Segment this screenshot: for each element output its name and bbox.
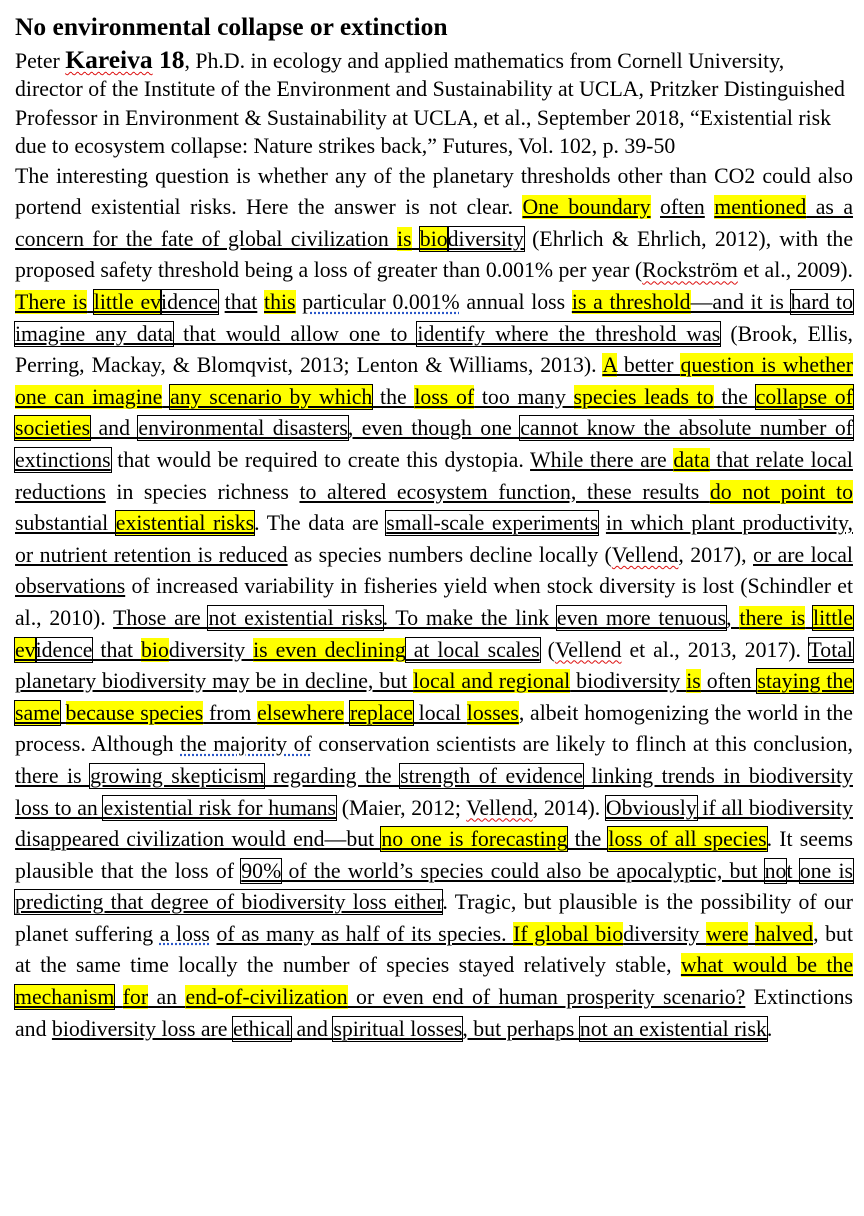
card-run <box>87 290 94 314</box>
card-run: diversity <box>168 637 254 662</box>
citation-details: , Ph.D. in ecology and applied mathematics from Cornell University, director of the Institute of the Environment and Sustainability at UCLA, Pritzker Distinguished Professor in Environment & Sustainability at UCLA, et al., September 2018, “Existential risk due to ecosystem collapse: Nature strikes back,” Futures, Vol. 102, p. 39-50 <box>15 49 845 159</box>
card-run: , even though one <box>347 416 521 441</box>
card-run: not an existential risk <box>579 1016 767 1041</box>
card-run: existential risks <box>115 511 255 536</box>
card-run <box>705 195 714 219</box>
card-run: t <box>786 858 800 883</box>
card-run: and <box>291 1016 334 1041</box>
card-run: from <box>203 700 258 725</box>
card-run: an <box>148 985 186 1010</box>
citation <box>15 46 853 161</box>
card-run: (Maier, 2012; <box>336 795 467 820</box>
card-run: (Ehrlich & Ehrlich, 2012), with the proposed safety threshold being a loss of greater than 0.001% per year ( <box>15 226 853 283</box>
card-run: no one is forecasting <box>381 827 568 852</box>
card-run: growing skepticism <box>90 763 265 788</box>
card-run: conservation scientists are likely to flinch at this conclusion, <box>311 732 853 757</box>
card-run: —and it is <box>690 290 791 314</box>
card-run: or are local observations <box>15 542 853 599</box>
card-run <box>218 290 225 314</box>
card-run: mentioned <box>714 195 807 220</box>
card-run: that <box>92 637 142 662</box>
card-run: if all biodiversity disappeared civilization would end—but <box>15 795 853 852</box>
card-run: often <box>700 669 758 694</box>
card-run: , <box>726 605 740 630</box>
card-run <box>114 985 122 1009</box>
card-run: . The data are <box>254 511 387 536</box>
card-run: biodiversity <box>570 669 687 694</box>
card-run: as a concern for the fate of global civilization <box>15 195 854 251</box>
citation-author: Kareiva <box>65 45 153 74</box>
card-run: . It seems plausible that the loss of <box>15 827 854 883</box>
card-run: staying the same <box>15 669 854 725</box>
card-run: Total <box>808 637 853 662</box>
card-run: better <box>616 353 681 378</box>
card-run: , 2014). <box>532 795 606 820</box>
card-run: identify where the threshold was <box>417 321 721 346</box>
card-run: as species numbers decline locally ( <box>287 542 612 567</box>
card-run: is <box>686 669 701 694</box>
card-run: particular 0.001% <box>302 290 460 314</box>
card-run: mechanism <box>15 985 115 1010</box>
card-run: biodiversity loss are <box>51 1016 233 1041</box>
card-run: is <box>397 226 412 251</box>
card-run: even more tenuous <box>556 605 727 630</box>
card-run: Obviously <box>605 795 697 820</box>
card-run: data <box>673 447 710 472</box>
card-run <box>748 922 755 946</box>
card-run: substantial <box>15 511 116 536</box>
card-run: A <box>602 353 617 378</box>
card-run: strength of evidence <box>400 763 583 788</box>
card-run: for <box>122 985 149 1010</box>
card-run: in species richness <box>105 479 300 504</box>
card-run: , but at the same time locally the number of species stayed relatively stable, <box>15 921 853 978</box>
card-run: There is <box>15 290 88 314</box>
card-run <box>651 195 660 219</box>
document <box>15 8 853 1045</box>
card-run: the majority of <box>180 732 312 757</box>
card-run: local <box>412 700 467 725</box>
citation-first-name: Peter <box>15 49 66 73</box>
card-run: little ev <box>93 290 162 314</box>
card-run: what would be the <box>680 953 853 978</box>
card-run: hard to imagine any data <box>15 290 854 346</box>
card-run <box>60 701 66 725</box>
card-run: question is whether one can imagine <box>15 353 853 409</box>
card-run: of as many as half of its species. <box>216 921 514 946</box>
card-run: . <box>766 1016 773 1041</box>
card-run: . To make the link <box>382 605 557 630</box>
card-run: ethical <box>232 1016 292 1041</box>
card-run: et al., 2013, 2017). <box>621 637 809 662</box>
card-run: local and regional <box>413 669 571 694</box>
card-run: there is <box>15 763 91 788</box>
card-run: et al., 2009). <box>737 258 853 283</box>
card-run: the <box>713 384 756 409</box>
card-run: no <box>764 858 787 883</box>
card-run: Rockström <box>642 258 738 283</box>
card-run: too many <box>474 384 574 409</box>
card-run: at local scales <box>405 637 540 662</box>
card-run: in which plant productivity, or nutrient retention is reduced <box>15 511 853 567</box>
card-run: losses <box>466 700 519 725</box>
card-run: is even declining <box>253 637 406 662</box>
card-run: one is predicting that degree of biodiversity loss either <box>15 858 853 915</box>
card-run: collapse of societies <box>15 384 853 441</box>
card-run: , 2017), <box>678 542 754 567</box>
card-run: linking trends in biodiversity loss to an <box>15 763 853 820</box>
card-run: species leads to <box>573 384 714 409</box>
card-run: do not point to <box>709 479 853 504</box>
card-run: end-of-civilization <box>185 985 348 1010</box>
card-run: , but perhaps <box>462 1016 580 1041</box>
card-run: planetary biodiversity may be in decline, but <box>15 669 414 694</box>
card-run: Vellend <box>611 542 679 567</box>
card-run: (Brook, Ellis, Perring, Mackay, & Blomqvist, 2013; Lenton & Williams, 2013). <box>15 321 854 378</box>
card-run <box>162 385 170 409</box>
card-run: that <box>224 290 258 314</box>
card-run <box>412 227 420 251</box>
card-run: Those are <box>113 605 209 630</box>
card-run: idence <box>161 290 218 314</box>
card-run: Vellend <box>466 795 533 820</box>
card-run <box>210 922 217 946</box>
card-run: the <box>567 827 609 852</box>
card-run: little ev <box>15 605 853 662</box>
card-run: . Tragic, but plausible is the possibility of our planet suffering <box>15 890 853 946</box>
card-run: to altered ecosystem function, these results <box>299 479 710 504</box>
card-run: that would allow one to <box>173 321 418 346</box>
card-run: bio <box>419 226 448 251</box>
card-run <box>598 511 606 535</box>
card-run: diversity <box>623 921 707 946</box>
card-run <box>805 606 813 630</box>
card-run: there is <box>739 605 806 630</box>
card-run: The interesting question is whether any of the planetary thresholds other than CO2 could also portend existential risks. Here the answer is not clear. <box>15 163 853 220</box>
card-run: were <box>706 921 749 946</box>
card-run: elsewhere <box>257 700 345 725</box>
card-run: If global bio <box>513 921 624 946</box>
card-tag: No environmental collapse or extinction <box>15 12 448 41</box>
card-run: because species <box>65 700 204 725</box>
card-run: While there are <box>530 447 674 472</box>
card-run: , albeit homogenizing the world in the process. Although <box>15 700 853 757</box>
card-run: annual loss <box>459 290 572 314</box>
card-run: cannot know the absolute number of extinctions <box>15 416 853 472</box>
card-body <box>15 161 853 1046</box>
card-run: any scenario by which <box>170 384 373 409</box>
card-run: spiritual losses <box>333 1016 463 1041</box>
card-run: environmental disasters <box>138 416 348 441</box>
card-run: a loss <box>159 921 210 946</box>
card-run: or even end of human prosperity scenario? <box>347 985 746 1010</box>
card-run: replace <box>349 700 413 725</box>
card-run: existential risk for humans <box>103 795 337 820</box>
citation-year: 18 <box>152 45 185 74</box>
card-run: the <box>372 384 415 409</box>
card-run: loss of <box>414 384 475 409</box>
card-run: One boundary <box>522 195 651 220</box>
card-run: and <box>90 416 139 441</box>
card-run: that would be required to create this dystopia. <box>110 447 531 472</box>
card-run: Extinctions and <box>15 985 853 1041</box>
card-run: 90% <box>241 858 282 883</box>
card-run: halved <box>755 921 814 946</box>
card-run: Vellend <box>554 637 622 662</box>
card-run: idence <box>35 637 93 662</box>
card-run: often <box>660 195 705 220</box>
card-run: of increased variability in fisheries yield when stock diversity is lost (Schindler et al., 2010). <box>15 574 853 630</box>
card-run: loss of all species <box>608 827 767 852</box>
card-run: is a threshold <box>571 290 691 314</box>
card-run: ( <box>539 637 555 662</box>
card-run: that relate local reductions <box>15 447 853 504</box>
card-run: bio <box>141 637 169 662</box>
card-run: this <box>264 290 296 314</box>
card-run: small-scale experiments <box>386 511 599 536</box>
card-run: of the world’s species could also be apocalyptic, but <box>281 858 765 883</box>
card-run: diversity <box>447 226 524 251</box>
card-run: regarding the <box>264 763 401 788</box>
card-run: not existential risks <box>208 605 383 630</box>
